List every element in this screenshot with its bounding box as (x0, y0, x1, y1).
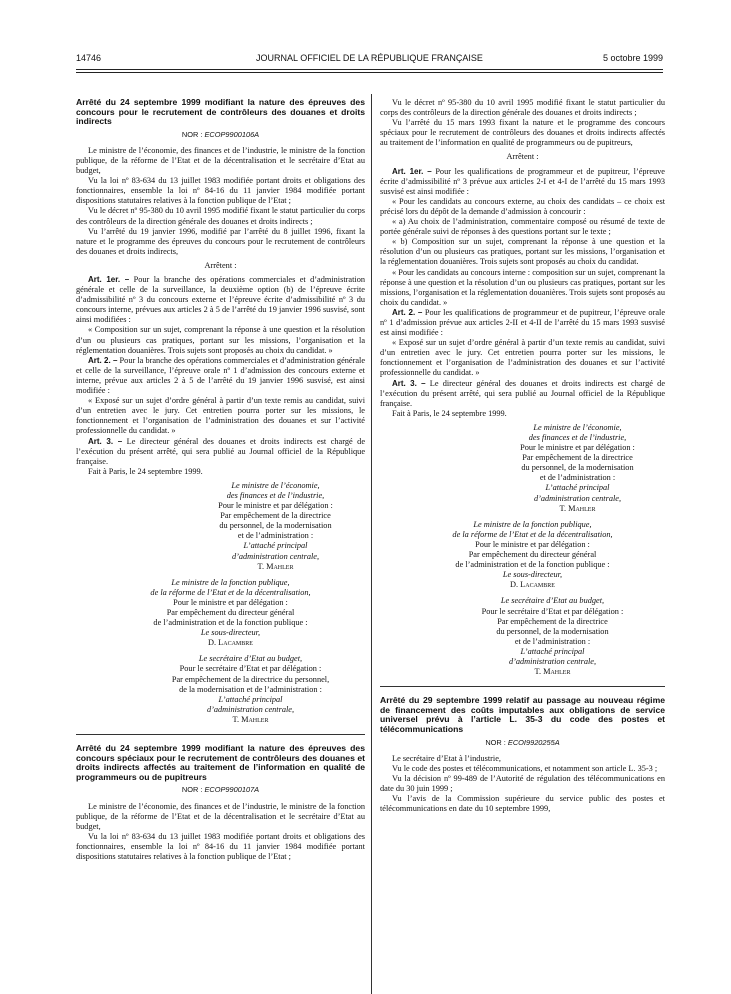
article-text: Pour les qualifications de programmeur et de pupitreur, l’épreuve orale nº 1 d’admission prévue aux articles 2-II et 4-II de l’arrêté du 15 mars 1993 susvisé est ainsi modifiée : (380, 307, 665, 338)
nor-label: NOR : (485, 737, 508, 747)
article-2 (380, 308, 665, 338)
article-text: Pour la branche des opérations commerciales et d’administration générale et celle de la surveillance, la deuxième option (b) de l’épreuve écrite d’admissibilité nº 3 du concours externe et l’épreuve écrite d’admissibilité nº 3 du concours interne, prévues aux articles 2 à 5 de l’arrêté du 19 janvier 1996 susvisé, sont ainsi modifiées : (76, 275, 365, 325)
signatory-title: L’attaché principal (218, 694, 283, 704)
article-2 (76, 356, 365, 396)
signatory-title: L’attaché principal (520, 646, 585, 656)
nor-reference (76, 130, 365, 140)
signatory-title: Le ministre de l’économie, (533, 422, 622, 432)
signature-line: et de l’administration : (539, 473, 616, 483)
signature-line: Par empêchement de la directrice (497, 616, 608, 626)
paragraph: Vu le code des postes et télécommunications, et notamment son article L. 35-3 ; (392, 763, 658, 773)
paragraph: Vu le décret nº 95-380 du 10 avril 1995 modifié fixant le statut particulier du corps des contrôleurs de la direction générale des douanes et droits indirects ; (76, 206, 365, 226)
signature-line: Par empêchement du directeur général (166, 608, 295, 617)
signatory-name: T. Mahler (257, 561, 294, 571)
signatory-title: d’administration centrale, (508, 656, 597, 666)
article-label: Art. 1er. – (88, 275, 130, 284)
signature-line: Pour le secrétaire d’Etat et par délégation : (481, 606, 624, 616)
signatory-title: des finances et de l’industrie, (226, 490, 325, 500)
nor-code: ECOP9900107A (204, 785, 260, 795)
signatory-name: D. Lacambre (510, 580, 555, 590)
paragraph: Le ministre de l’économie, des finances et de l’industrie, le ministre de la fonction publique, de la réforme de l’Etat et de la décentralisation et le secrétaire d’Etat au budget, (76, 145, 365, 176)
column-divider (371, 94, 372, 994)
article-3 (380, 379, 665, 409)
quotation: « Exposé sur un sujet d’ordre général à partir d’un texte remis au candidat, suivi d’un entretien avec le jury. Cet entretien pourra porter sur les missions, le fonctionnement et l’organisation de l’administration des douanes et sur l’activité professionnelle du candidat. » (380, 338, 665, 378)
signature-line: et de l’administration : (514, 636, 591, 646)
paragraph: Vu la loi nº 83-634 du 13 juillet 1983 modifiée portant droits et obligations des fonctionnaires, ensemble la loi nº 84-16 du 11 janvier 1984 modifiée portant dispositions statutaires relatives à la fonction publique de l’Etat ; (76, 831, 365, 861)
signatory-title: Le secrétaire d’Etat au budget, (198, 654, 303, 664)
signature-line: du personnel, de la modernisation (521, 463, 634, 473)
issue-date: 5 octobre 1999 (602, 53, 663, 63)
signatory-name: T. Mahler (559, 503, 596, 513)
signature-line: Pour le ministre et par délégation : (218, 501, 333, 511)
signature-line: Par empêchement du directeur général (468, 550, 597, 560)
nor-reference (76, 785, 365, 795)
signatory-title: Le ministre de la fonction publique, (171, 577, 290, 587)
paragraph: Vu la loi nº 83-634 du 13 juillet 1983 modifiée portant droits et obligations des fonctionnaires, ensemble la loi nº 84-16 du 11 janvier 1984 modifiée portant dispositions statutaires relatives à la fonction publique de l’Etat ; (76, 176, 365, 206)
right-column (380, 98, 665, 814)
signatory-title: L’attaché principal (545, 483, 610, 493)
article-label: Art. 3. – (88, 436, 123, 446)
page-header (76, 53, 663, 67)
article-text: Le directeur général des douanes et droits indirects est chargé de l’exécution du présent arrêté, qui sera publié au Journal officiel de la République française. (380, 378, 666, 408)
signatory-title: de la réforme de l’Etat et de la décentralisation, (150, 587, 311, 597)
nor-reference (380, 738, 665, 748)
article-text: Pour la branche des opérations commerciales et d’administration générale et celle de la surveillance, l’épreuve orale nº 1 d’admission des concours externe et interne, prévue aux articles 2 à 5 de l’arrêté du 19 janvier 1996 susvisé, est ainsi modifiée : (76, 355, 366, 396)
signatory-title: L’attaché principal (243, 541, 308, 551)
article-1 (380, 167, 665, 197)
article-label: Art. 2. – (88, 355, 118, 365)
page-number: 14746 (76, 53, 102, 63)
signatory-title: Le sous-directeur, (200, 628, 261, 638)
signatory-title: d’administration centrale, (231, 551, 320, 561)
signing-place-date: Fait à Paris, le 24 septembre 1999. (88, 466, 203, 476)
quotation: « a) Au choix de l’administration, commentaire composé ou résumé de texte de portée générale suivi de réponses à des questions portant sur le texte ; (380, 217, 665, 237)
nor-code: ECOP9900106A (204, 129, 260, 139)
signatory-name: T. Mahler (534, 667, 571, 677)
signatory-name: D. Lacambre (208, 638, 253, 648)
nor-label: NOR : (181, 785, 205, 795)
signatory-title: de la réforme de l’Etat et de la décentralisation, (452, 529, 613, 539)
left-column (76, 98, 365, 862)
decree-title: Arrêté du 24 septembre 1999 modifiant la nature des épreuves des concours pour le recrutement de contrôleurs des douanes et droits indirects (76, 97, 365, 127)
article-label: Art. 1er. – (392, 166, 432, 176)
arretent-heading: Arrêtent : (506, 152, 539, 162)
signature-block (186, 481, 365, 572)
signature-line: Pour le secrétaire d’Etat et par délégation : (179, 664, 322, 674)
signature-block (96, 578, 365, 649)
paragraph: Le secrétaire d’Etat à l’industrie, (392, 753, 501, 763)
article-text: Pour les qualifications de programmeur et de pupitreur, l’épreuve écrite d’admissibilité nº 3 prévue aux articles 2-I et 4-I de l’arrêté du 15 mars 1993 susvisé est ainsi modifiée : (380, 166, 665, 196)
signatory-title: Le ministre de l’économie, (231, 480, 320, 490)
signature-line: Pour le ministre et par délégation : (173, 597, 288, 607)
paragraph: Vu l’avis de la Commission supérieure du service public des postes et télécommunications en date du 10 septembre 1999, (380, 794, 665, 814)
signatory-title: Le secrétaire d’Etat au budget, (500, 596, 605, 606)
signature-block (440, 596, 665, 677)
decree-title: Arrêté du 29 septembre 1999 relatif au passage au nouveau régime de financement des coûts imputables aux obligations de service universel prévu à l’article L. 35-3 du code des postes et télécommunications (380, 695, 665, 734)
article-label: Art. 3. – (392, 378, 426, 388)
article-text: Le directeur général des douanes et droits indirects est chargé de l’exécution du présent arrêté, qui sera publié au Journal officiel de la République française. (76, 436, 365, 466)
signature-line: du personnel, de la modernisation (219, 521, 332, 531)
paragraph: Vu l’arrêté du 19 janvier 1996, modifié par l’arrêté du 8 juillet 1996, fixant la nature et le programme des épreuves du concours pour le recrutement de contrôleurs des douanes et droits indirects, (76, 226, 365, 256)
signature-line: de l’administration et de la fonction publique : (455, 560, 610, 570)
article-1 (76, 275, 365, 325)
paragraph: Vu l’arrêté du 15 mars 1993 fixant la nature et le programme des concours spéciaux pour le recrutement de contrôleurs des douanes et droits indirects affectés au traitement de l’information en qualité de programmeurs ou de pupitreurs, (380, 118, 665, 148)
paragraph: Vu la décision nº 99-489 de l’Autorité de régulation des télécommunications en date du 30 juin 1999 ; (380, 773, 665, 793)
nor-label: NOR : (181, 129, 205, 139)
paragraph: Vu le décret nº 95-380 du 10 avril 1995 modifié fixant le statut particulier du corps des contrôleurs de la direction générale des douanes et droits indirects ; (380, 98, 665, 118)
section-separator (380, 686, 665, 688)
signing-place-date: Fait à Paris, le 24 septembre 1999. (392, 408, 507, 418)
signature-line: Pour le ministre et par délégation : (475, 539, 590, 549)
header-rule (76, 69, 663, 70)
journal-title: JOURNAL OFFICIEL DE LA RÉPUBLIQUE FRANÇAISE (256, 53, 483, 63)
signatory-name: T. Mahler (232, 714, 269, 724)
signature-line: du personnel, de la modernisation (496, 626, 609, 636)
signature-block (136, 654, 365, 725)
signatory-title: d’administration centrale, (533, 493, 622, 503)
signature-line: Par empêchement de la directrice du personnel, (171, 674, 330, 684)
arretent-heading: Arrêtent : (204, 260, 237, 270)
signatory-title: d’administration centrale, (206, 704, 295, 714)
signature-block (400, 520, 665, 591)
signature-block (490, 423, 665, 514)
quotation: « Pour les candidats au concours externe, au choix des candidats – ce choix est précisé lors du dépôt de la demande d’admission à concourir : (380, 196, 665, 216)
decree-title: Arrêté du 24 septembre 1999 modifiant la nature des épreuves des concours spéciaux pour le recrutement de contrôleurs des douanes et droits indirects affectés au traitement de l’information en qualité de programmeurs ou de pupitreurs (76, 743, 365, 782)
quotation: « Exposé sur un sujet d’ordre général à partir d’un texte remis au candidat, suivi d’un entretien avec le jury. Cet entretien pourra porter sur les missions, le fonctionnement et l’organisation de l’administration des douanes et sur l’activité professionnelle du candidat. » (76, 396, 365, 436)
signatory-title: Le sous-directeur, (502, 570, 563, 580)
signature-line: de l’administration et de la fonction publique : (153, 618, 308, 628)
quotation: « Pour les candidats au concours interne : composition sur un sujet, comprenant la réponse à une question et la résolution d’un ou plusieurs cas pratiques, portant sur les missions, l’organisation et la réglementation douanières. Trois sujets sont proposés au choix du candidat. » (380, 267, 665, 307)
signature-line: Par empêchement de la directrice (220, 511, 331, 521)
nor-code: ECOI9920255A (507, 737, 560, 747)
paragraph: Le ministre de l’économie, des finances et de l’industrie, le ministre de la fonction publique, de la réforme de l’Etat et de la décentralisation et le secrétaire d’Etat au budget, (76, 801, 365, 831)
article-label: Art. 2. – (392, 307, 423, 317)
header-rule-second (76, 72, 663, 73)
section-separator (76, 734, 365, 736)
signature-line: Par empêchement de la directrice (522, 453, 633, 463)
signature-line: et de l’administration : (237, 531, 314, 541)
quotation: « b) Composition sur un sujet, comprenant la réponse à une question et la résolution d’un ou plusieurs cas pratiques, portant sur les missions, l’organisation et la réglementation douanières. Trois sujets sont proposés au choix du candidat. (380, 237, 665, 267)
signature-line: Pour le ministre et par délégation : (520, 443, 635, 453)
quotation: « Composition sur un sujet, comprenant la réponse à une question et la résolution d’un ou plusieurs cas pratiques, portant sur les missions, l’organisation et la réglementation douanières. Trois sujets sont proposés au choix du candidat. » (76, 325, 365, 355)
signatory-title: des finances et de l’industrie, (528, 433, 627, 442)
article-3 (76, 437, 365, 467)
signatory-title: Le ministre de la fonction publique, (473, 519, 592, 529)
signature-line: de la modernisation et de l’administration : (179, 684, 322, 694)
